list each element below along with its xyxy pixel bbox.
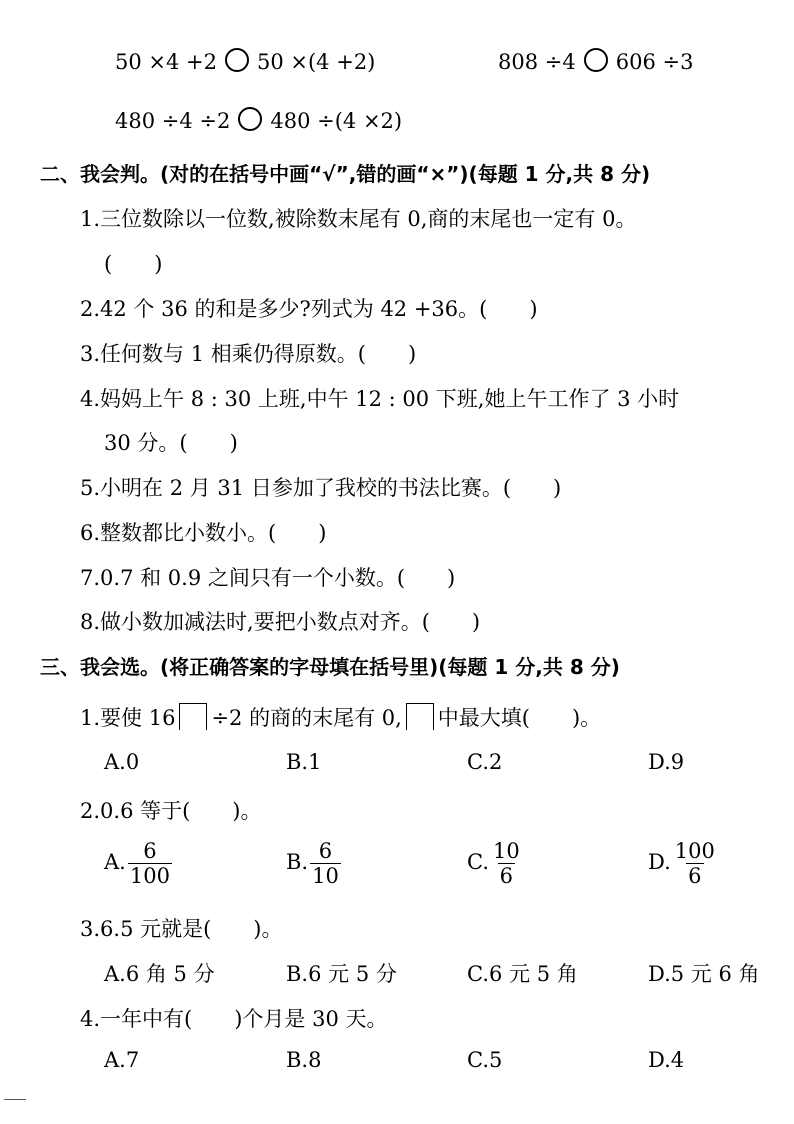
judge-item-4: 4.妈妈上午 8 : 30 上班,中午 12 : 00 下班,她上午工作了 3 小时 (80, 387, 680, 411)
expression: 480 ÷(4 ×2) (270, 109, 403, 133)
denominator: 6 (688, 864, 702, 889)
compare-row-2-left (115, 107, 402, 133)
q1-option-a[interactable]: A.0 (104, 750, 140, 774)
choice-q2: 2.0.6 等于( )。 (80, 799, 262, 823)
q4-option-a[interactable]: A.7 (104, 1048, 140, 1072)
fraction (310, 840, 341, 887)
q4-option-d[interactable]: D.4 (648, 1048, 685, 1072)
q2-option-a[interactable] (104, 840, 172, 887)
q4-option-b[interactable]: B.8 (286, 1048, 322, 1072)
numerator: 6 (318, 839, 333, 863)
q3-option-c[interactable]: C.6 元 5 角 (467, 962, 578, 986)
q1-text: ÷2 的商的末尾有 0, (211, 706, 402, 730)
q4-option-c[interactable]: C.5 (467, 1048, 503, 1072)
compare-circle[interactable] (225, 48, 249, 72)
choice-q1 (80, 702, 601, 732)
expression: 808 ÷4 (498, 50, 576, 74)
judge-item-6: 6.整数都比小数小。( ) (80, 521, 327, 545)
choice-q3: 3.6.5 元就是( )。 (80, 917, 283, 941)
expression: 50 ×(4 +2) (257, 50, 376, 74)
option-label: C. (467, 850, 489, 875)
judge-item-1-answer[interactable]: ( ) (104, 252, 163, 276)
fraction (491, 840, 522, 887)
q2-option-d[interactable] (648, 840, 717, 887)
judge-item-1: 1.三位数除以一位数,被除数末尾有 0,商的末尾也一定有 0。 (80, 207, 637, 231)
denominator: 6 (499, 864, 514, 889)
page-edge-mark (4, 1099, 26, 1100)
q1-option-b[interactable]: B.1 (286, 750, 322, 774)
judge-item-2: 2.42 个 36 的和是多少?列式为 42 +36。( ) (80, 297, 538, 321)
expression: 50 ×4 +2 (115, 50, 217, 74)
judge-item-4-cont: 30 分。( ) (104, 431, 238, 455)
denominator: 100 (129, 864, 170, 889)
denominator: 10 (312, 864, 339, 889)
option-label: D. (648, 850, 671, 875)
section-2-title: 二、我会判。(对的在括号中画“√”,错的画“×”)(每题 1 分,共 8 分) (40, 162, 651, 186)
q1-text: 1.要使 16 (80, 706, 176, 730)
expression: 606 ÷3 (615, 50, 694, 74)
q3-option-d[interactable]: D.5 元 6 角 (648, 962, 760, 986)
compare-circle[interactable] (238, 107, 262, 131)
q1-option-d[interactable]: D.9 (648, 750, 685, 774)
numerator: 100 (674, 839, 715, 863)
compare-row-1-left (115, 48, 375, 74)
blank-box[interactable] (179, 703, 207, 730)
numerator: 10 (493, 839, 520, 863)
numerator: 6 (143, 839, 157, 863)
q3-option-a[interactable]: A.6 角 5 分 (104, 962, 215, 986)
q3-option-b[interactable]: B.6 元 5 分 (286, 962, 397, 986)
q2-option-c[interactable] (467, 840, 522, 887)
compare-circle[interactable] (584, 48, 608, 72)
expression: 480 ÷4 ÷2 (115, 109, 231, 133)
compare-row-1-right (498, 48, 693, 74)
judge-item-7: 7.0.7 和 0.9 之间只有一个小数。( ) (80, 566, 456, 590)
fraction (673, 840, 717, 887)
q1-option-c[interactable]: C.2 (467, 750, 503, 774)
judge-item-8: 8.做小数加减法时,要把小数点对齐。( ) (80, 610, 481, 634)
option-label: A. (104, 850, 126, 875)
fraction (128, 840, 172, 887)
option-label: B. (286, 850, 309, 875)
section-3-title: 三、我会选。(将正确答案的字母填在括号里)(每题 1 分,共 8 分) (40, 655, 620, 679)
judge-item-5: 5.小明在 2 月 31 日参加了我校的书法比赛。( ) (80, 476, 562, 500)
judge-item-3: 3.任何数与 1 相乘仍得原数。( ) (80, 342, 417, 366)
q1-text: 中最大填( )。 (437, 706, 602, 730)
q2-option-b[interactable] (286, 840, 341, 887)
choice-q4: 4.一年中有( )个月是 30 天。 (80, 1007, 388, 1031)
blank-box[interactable] (406, 703, 434, 730)
